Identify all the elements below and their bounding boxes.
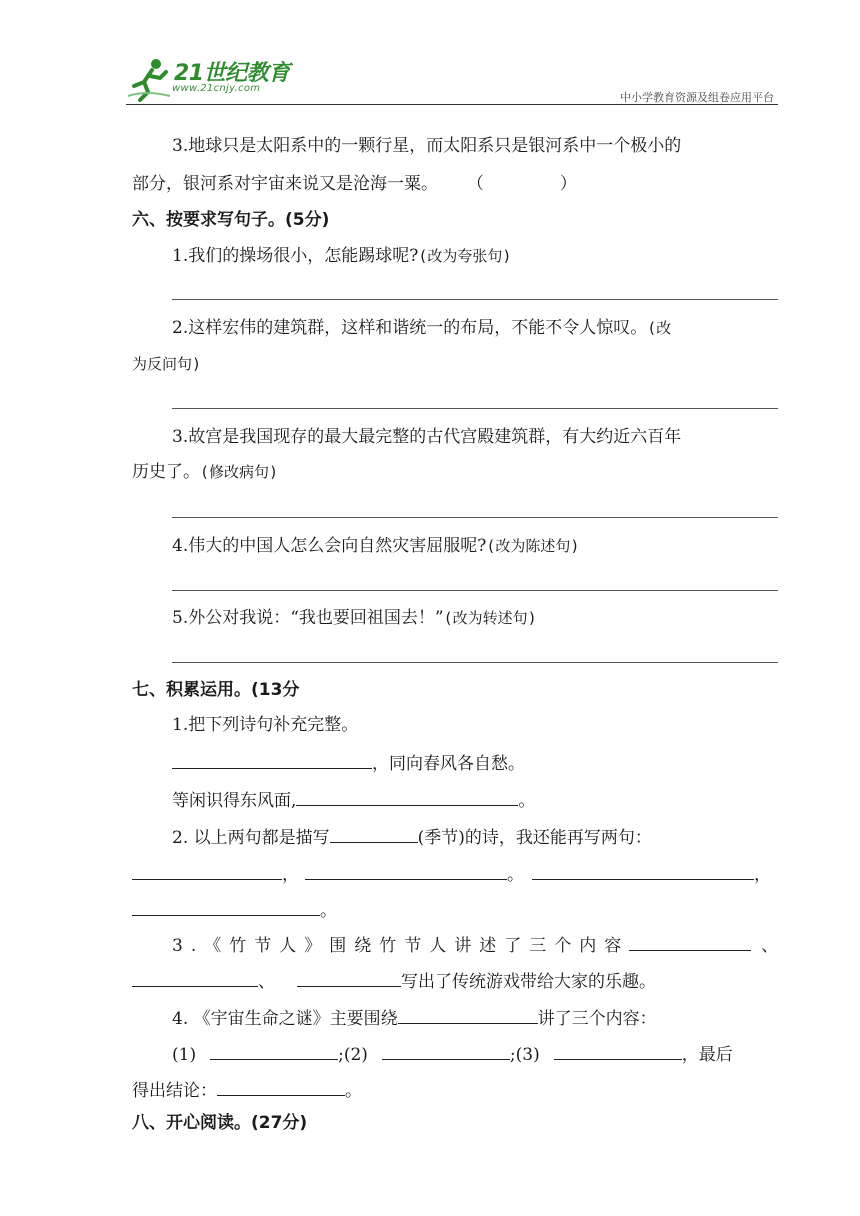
s6-item2-note: (改 xyxy=(647,319,672,337)
section7-heading: 七、积累运用。(13分 xyxy=(132,680,300,700)
q5-item3-line2 xyxy=(132,172,577,196)
s7-q4-label1: (1) xyxy=(172,1045,197,1065)
bamboo-blank-2[interactable] xyxy=(132,968,258,987)
platform-label: 中小学教育资源及组卷应用平台 xyxy=(620,91,774,104)
answer-paren-open: （ xyxy=(466,174,484,194)
answer-line-5[interactable] xyxy=(172,662,778,663)
s7-q2-text-a: 2. 以上两句都是描写 xyxy=(172,828,330,848)
s6-item5 xyxy=(172,606,537,630)
runner-icon xyxy=(126,56,172,102)
s6-item1-note: (改为夸张句) xyxy=(418,247,512,265)
answer-line-1[interactable] xyxy=(172,299,778,300)
s7-q4-end: 。 xyxy=(345,1081,362,1101)
poem-answer-blank-3[interactable] xyxy=(532,861,754,880)
s7-q2-end: 。 xyxy=(320,901,337,921)
s7-q4-line3 xyxy=(132,1077,362,1103)
s6-item4-note: (改为陈述句) xyxy=(486,537,580,555)
bamboo-blank-3[interactable] xyxy=(297,968,401,987)
universe-blank-3[interactable] xyxy=(554,1041,682,1060)
header-divider xyxy=(126,104,778,105)
s7-q4-line1 xyxy=(172,1005,657,1031)
s7-q2-answers xyxy=(132,861,771,887)
s7-q3-line1 xyxy=(172,932,778,958)
poem-blank-1[interactable] xyxy=(172,750,372,769)
s6-item2-cont: 为反问句) xyxy=(132,355,202,373)
q5-item3-text: 部分，银河系对宇宙来说又是沧海一粟。 xyxy=(132,174,438,194)
poem-line2-text: 等闲识得东风面, xyxy=(172,791,297,811)
s6-item1-text: 1.我们的操场很小，怎能踢球呢? xyxy=(172,246,419,266)
s7-q3-text: 3.《竹节人》围绕竹节人讲述了三个内容 xyxy=(172,936,630,956)
s6-item3-cont-text: 历史了。 xyxy=(132,462,200,482)
s7-q4-label3: ;(3) xyxy=(509,1045,540,1065)
s7-q1-prompt: 1.把下列诗句补充完整。 xyxy=(172,715,359,735)
s7-q3-tail: 写出了传统游戏带给大家的乐趣。 xyxy=(401,972,656,992)
s6-item2 xyxy=(172,316,671,340)
poem-blank-2[interactable] xyxy=(296,787,518,806)
page-header xyxy=(0,0,860,110)
conclusion-blank[interactable] xyxy=(217,1077,345,1096)
bamboo-blank-1[interactable] xyxy=(629,932,751,951)
s7-q1-line1 xyxy=(172,750,525,776)
answer-line-3[interactable] xyxy=(172,517,778,518)
section6-heading: 六、按要求写句子。(5分) xyxy=(132,210,330,230)
s7-q3-sep2: 、 xyxy=(258,972,275,992)
s7-q2-text-b: (季节)的诗，我还能再写两句： xyxy=(417,828,652,848)
universe-blank-main[interactable] xyxy=(398,1005,538,1024)
universe-blank-2[interactable] xyxy=(382,1041,510,1060)
s7-q4-tail: ，最后 xyxy=(681,1045,733,1065)
logo-url: www.21cnjy.com xyxy=(172,83,261,94)
s6-item4 xyxy=(172,534,579,558)
s6-item3-note: (修改病句) xyxy=(200,463,279,481)
s6-item3-cont xyxy=(132,460,278,484)
s7-q4-line2 xyxy=(172,1041,733,1067)
s7-q2-sep3: ， xyxy=(754,865,771,885)
s7-q2-answers-2 xyxy=(132,897,337,923)
s7-q3-line2 xyxy=(132,968,656,994)
s6-item5-text: 5.外公对我说：“我也要回祖国去！” xyxy=(172,608,444,628)
logo-text: 21世纪教育 xyxy=(174,61,290,86)
answer-paren-close: ） xyxy=(559,174,577,194)
s7-q4-text-a: 4. 《宇宙生命之谜》主要围绕 xyxy=(172,1009,398,1029)
section8-heading: 八、开心阅读。(27分) xyxy=(132,1113,308,1133)
s7-q4-label2: ;(2) xyxy=(338,1045,368,1065)
poem-answer-blank-4[interactable] xyxy=(132,897,320,916)
s7-q2-prompt xyxy=(172,824,652,850)
s7-q3-sep1: 、 xyxy=(761,936,779,956)
s7-q2-sep2: 。 xyxy=(507,865,524,885)
poem-line2-end: 。 xyxy=(518,791,536,811)
s7-q4-text-b: 讲了三个内容： xyxy=(537,1009,657,1029)
s7-q4-conclusion: 得出结论： xyxy=(132,1081,217,1101)
s7-q1-line2 xyxy=(172,787,535,813)
s7-q2-sep1: ， xyxy=(282,865,299,885)
s6-item4-text: 4.伟大的中国人怎么会向自然灾害屈服呢? xyxy=(172,536,487,556)
q5-item3-line1: 3.地球只是太阳系中的一颗行星，而太阳系只是银河系中一个极小的 xyxy=(172,136,682,156)
s6-item5-note: (改为转述句) xyxy=(443,609,537,627)
answer-line-2[interactable] xyxy=(172,408,778,409)
poem-answer-blank-1[interactable] xyxy=(132,861,282,880)
logo xyxy=(126,56,301,104)
poem-answer-blank-2[interactable] xyxy=(305,861,507,880)
season-blank[interactable] xyxy=(330,824,418,843)
answer-line-4[interactable] xyxy=(172,590,778,591)
s6-item2-text: 2.这样宏伟的建筑群，这样和谐统一的布局，不能不令人惊叹。 xyxy=(172,318,648,338)
poem-line1-text: ，同向春风各自愁。 xyxy=(372,754,525,774)
s6-item3: 3.故宫是我国现存的最大最完整的古代宫殿建筑群，有大约近六百年 xyxy=(172,427,682,447)
s6-item1 xyxy=(172,244,511,268)
universe-blank-1[interactable] xyxy=(210,1041,338,1060)
